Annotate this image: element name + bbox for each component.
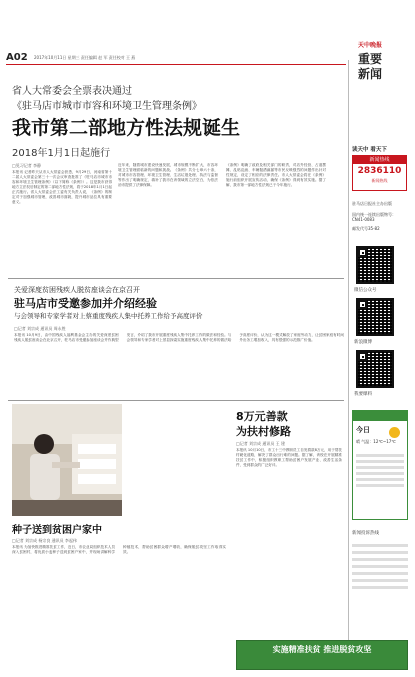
sidebar-divider <box>348 60 349 660</box>
lead-kicker: 省人大常委会全票表决通过 <box>12 86 132 97</box>
photo-byline: □记者 刘宗成 杨宗良 通讯员 李起伟 <box>12 538 77 543</box>
story2-subhead: 与会领导和专家学者对上蔡重度残疾人集中托养工作给予高度评价 <box>14 312 203 320</box>
complaint-hotline-label: 新闻投诉热线 <box>352 531 379 536</box>
story3-headline-2: 为扶村修路 <box>236 425 291 438</box>
weather-sun-icon <box>389 427 400 438</box>
story3-headline: 8万元善款 <box>236 410 288 423</box>
lead-headline: 我市第二部地方性法规诞生 <box>12 117 241 139</box>
page-number: A02 <box>6 52 28 63</box>
lead-subhead: 2018年1月1日起施行 <box>12 148 111 159</box>
hotline-sub: 新闻热线 <box>371 178 388 183</box>
hotline-number: 2836110 <box>357 166 402 176</box>
weather-header <box>353 411 407 421</box>
lead-kicker-2: 《驻马店市城市市容和环境卫生管理条例》 <box>12 101 202 112</box>
divider <box>8 400 344 401</box>
sidebar-contacts <box>352 540 408 593</box>
footer-ad-banner <box>236 640 408 670</box>
divider <box>8 278 344 279</box>
cn-number: 国内统一连续出版物号：CN41-0083 <box>352 212 396 222</box>
today-label: 今日 <box>356 426 370 434</box>
story2-body: 本报讯 10月9日，由中国残疾人福利基金会主办的关爱深度贫困残疾人脱贫座谈会在北京召开，驻马店市受邀参加座谈会并作典型发言，介绍了我市开展重度残疾人集中托养工作的做法和经验。与会领导和专家学者对上蔡县探索实施重度残疾人集中托养的做法给予高度评价，认为这一模式解放了家庭劳动力，让贫困家庭有时间外出务工增加收入，具有很强的示范推广价值。 <box>14 333 344 342</box>
photo-story-body: 本报讯 为加快推进精准扶贫工作，近日，市农业局组织技术人员深入贫困村，将优质小麦种子送到贫困户家中，并现场讲解科学种植技术，帮助贫困群众增产增收，确保脱贫攻坚工作取得实效。 <box>12 545 226 554</box>
hotline-banner <box>352 155 407 191</box>
story2-headline: 驻马店市受邀参加并介绍经验 <box>14 297 157 310</box>
weather-text: 晴 气温：12℃~17℃ <box>356 439 396 444</box>
footer-ad-text: 实施精准扶贫 推进脱贫攻坚 <box>272 645 372 654</box>
qr-finder-icon <box>358 352 367 361</box>
publisher-info: 驻马店日报社主办出版 <box>352 201 392 206</box>
lead-column-1: 本报讯 记者昨天从市人大常委会获悉，9月29日，河南省第十二届人大常委会第三十一次会议审查批准了《驻马店市城市市容和环境卫生管理条例》（以下简称《条例》）。这是我市获得地方立法权后制定的第二部地方性法规，将于2018年1月1日起正式施行。省人大常委会法工委有关负责人说，《条例》的制定对于加强城市管理，改善城市面貌，提升城市品位具有重要意义。 <box>12 170 112 204</box>
weather-list <box>353 449 407 492</box>
header-rule <box>6 64 346 65</box>
issue-code: 邮发代号35-82 <box>352 226 380 231</box>
date-line: 2017年10月11日 星期三 责任编辑 赵 军 责任校对 王 燕 <box>34 55 136 60</box>
sidebar-slogan: 读天中 看天下 <box>352 147 387 153</box>
qr-finder-icon <box>358 300 367 309</box>
qr-finder-icon <box>358 248 367 257</box>
qr-weibo-label: 新浪微博 <box>354 340 372 345</box>
news-photo <box>12 404 122 516</box>
qr-wechat-label: 微信公众号 <box>354 288 377 293</box>
photo-caption: 种子送到贫困户家中 <box>12 525 102 536</box>
story3-byline: □记者 刘宗成 通讯员 王 建 <box>236 441 285 446</box>
story2-byline: □记者 刘宗成 通讯员 周永胜 <box>14 326 66 331</box>
section-title: 重要新闻 <box>358 52 383 81</box>
story2-kicker: 关爱深度贫困残疾人脱贫座谈会在京召开 <box>14 286 140 294</box>
lead-column-2: 近年来，随着城市建设快速发展，城市规模不断扩大，市容环境卫生管理面临新的问题和挑战。《条例》共分七章六十条，对城市市容管理、环境卫生管理、生活垃圾处理、执法与监督等作出了明确规定，填补了我市在该领域的立法空白，为依法治市提供了法律保障。 <box>118 163 218 187</box>
qr-tipoff-label: 我要爆料 <box>354 392 372 397</box>
brand-logo: 天中晚报 <box>358 42 383 49</box>
story3-body: 本报讯 10月10日，市工十三中教职员工自发捐款8万元，用于帮扶村硬化道路，解决了群众出行难的问题。据了解，该校在开展精准扶贫工作中，积极组织教职工帮助贫困户发展产业、改善生活条件，受到群众的广泛好评。 <box>236 448 342 467</box>
weather-box <box>352 410 408 520</box>
lead-column-3: 《条例》明确了政府及相关部门的职责，对店外经营、占道摆摊、乱贴乱画、车辆抛洒滴漏等市民反映强烈的问题作出针对性规定，设定了相应的法律责任。市人大常委会将在《条例》施行前组织开展宣传活动，确保《条例》得到有效实施。据了解，我市第一部地方性法规已于今年施行。 <box>226 163 326 187</box>
lead-byline: □见习记者 李静 <box>12 163 42 168</box>
hotline-title: 新闻热线 <box>353 156 406 164</box>
